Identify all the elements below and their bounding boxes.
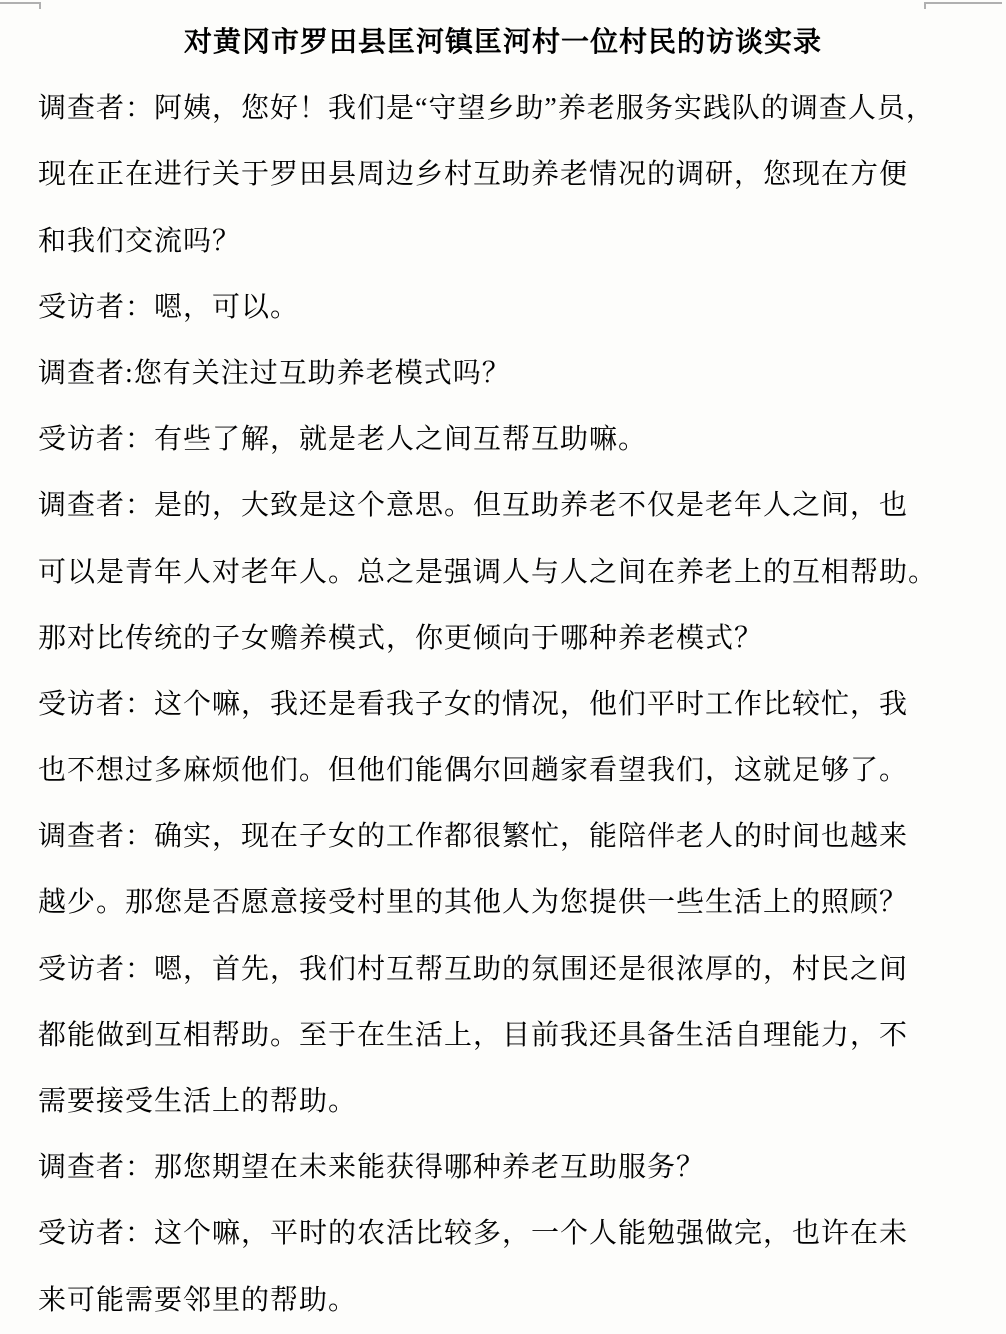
transcript-line: 受访者：嗯，首先，我们村互帮互助的氛围还是很浓厚的，村民之间 bbox=[38, 953, 909, 985]
document-body bbox=[38, 10, 968, 1334]
document-title: 对黄冈市罗田县匡河镇匡河村一位村民的访谈实录 bbox=[183, 27, 822, 58]
transcript-line: 来可能需要邻里的帮助。 bbox=[38, 1284, 358, 1316]
paragraph-respondent-village-atmosphere bbox=[38, 937, 968, 1136]
table-border-mark-top-right bbox=[924, 2, 1002, 4]
transcript-line: 受访者：有些了解，就是老人之间互帮互助嘛。 bbox=[38, 424, 648, 456]
transcript-line: 和我们交流吗？ bbox=[38, 225, 242, 257]
transcript-line: 越少。那您是否愿意接受村里的其他人为您提供一些生活上的照顾？ bbox=[38, 887, 909, 919]
paragraph-investigator-intro bbox=[38, 76, 968, 275]
transcript-line: 可以是青年人对老年人。总之是强调人与人之间在养老上的互相帮助。 bbox=[38, 556, 938, 588]
transcript-line: 受访者：这个嘛，我还是看我子女的情况，他们平时工作比较忙，我 bbox=[38, 688, 909, 720]
transcript-line: 也不想过多麻烦他们。但他们能偶尔回趟家看望我们，这就足够了。 bbox=[38, 755, 909, 787]
paragraph-respondent-ok bbox=[38, 275, 968, 341]
transcript-line: 那对比传统的子女赡养模式，你更倾向于哪种养老模式？ bbox=[38, 622, 764, 654]
paragraph-respondent-awareness bbox=[38, 407, 968, 473]
paragraph-investigator-ask-village-care bbox=[38, 804, 968, 936]
paragraph-respondent-farm-work bbox=[38, 1201, 968, 1333]
paragraph-respondent-children bbox=[38, 672, 968, 804]
transcript-line: 调查者:您有关注过互助养老模式吗？ bbox=[38, 357, 511, 389]
transcript-line: 现在正在进行关于罗田县周边乡村互助养老情况的调研，您现在方便 bbox=[38, 159, 909, 191]
paragraph-investigator-explain-model bbox=[38, 473, 968, 672]
transcript-line: 都能做到互相帮助。至于在生活上，目前我还具备生活自理能力，不 bbox=[38, 1019, 909, 1051]
transcript-line: 受访者：这个嘛，平时的农活比较多，一个人能勉强做完，也许在未 bbox=[38, 1218, 909, 1250]
paragraph-investigator-question-awareness bbox=[38, 341, 968, 407]
table-border-tick-top-left bbox=[39, 2, 41, 9]
transcript-line: 调查者：是的，大致是这个意思。但互助养老不仅是老年人之间，也 bbox=[38, 490, 909, 522]
transcript-line: 调查者：阿姨，您好！我们是“守望乡助”养老服务实践队的调查人员， bbox=[38, 93, 935, 125]
paragraph-investigator-future-service bbox=[38, 1135, 968, 1201]
transcript-line: 需要接受生活上的帮助。 bbox=[38, 1086, 358, 1117]
table-border-mark-top-left bbox=[0, 2, 40, 4]
table-border-tick-top-right bbox=[924, 2, 926, 9]
transcript-line: 调查者：确实，现在子女的工作都很繁忙，能陪伴老人的时间也越来 bbox=[38, 821, 909, 853]
transcript-line: 受访者：嗯，可以。 bbox=[38, 291, 300, 323]
transcript-line: 调查者：那您期望在未来能获得哪种养老互助服务？ bbox=[38, 1152, 706, 1184]
